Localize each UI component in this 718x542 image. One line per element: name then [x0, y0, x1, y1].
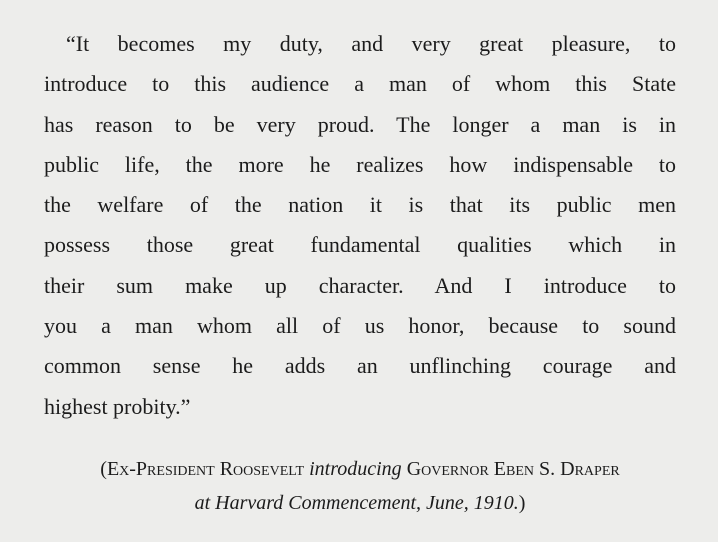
quote-line: their sum make up character. And I introduce to [44, 272, 676, 298]
attribution-line-2 [44, 486, 676, 520]
attribution-place: at Harvard Commencement, June, 1910. [194, 492, 519, 514]
open-paren: ( [100, 458, 107, 480]
quote-block [44, 24, 676, 427]
attribution-line-1 [44, 452, 676, 486]
speaker-name: Ex-President Roosevelt [106, 458, 305, 480]
quote-line: “It becomes my duty, and very great pleasure, to [66, 31, 676, 56]
close-paren: ) [518, 492, 526, 514]
quote-line: public life, the more he realizes how indispensable to [44, 151, 676, 177]
subject-name: Governor Eben S. Draper [406, 458, 620, 480]
attribution [44, 452, 676, 520]
quote-line: common sense he adds an unflinching courage and [44, 353, 676, 379]
quote-line: has reason to be very proud. The longer a man is in [44, 111, 676, 137]
quote-line: you a man whom all of us honor, because to sound [44, 313, 676, 339]
attribution-verb: introducing [309, 458, 402, 480]
quote-line: possess those great fundamental qualities which in [44, 232, 676, 258]
quote-line: the welfare of the nation it is that its public men [44, 192, 676, 218]
quote-line: introduce to this audience a man of whom this State [44, 71, 676, 97]
quote-line: highest probity.” [44, 393, 191, 419]
